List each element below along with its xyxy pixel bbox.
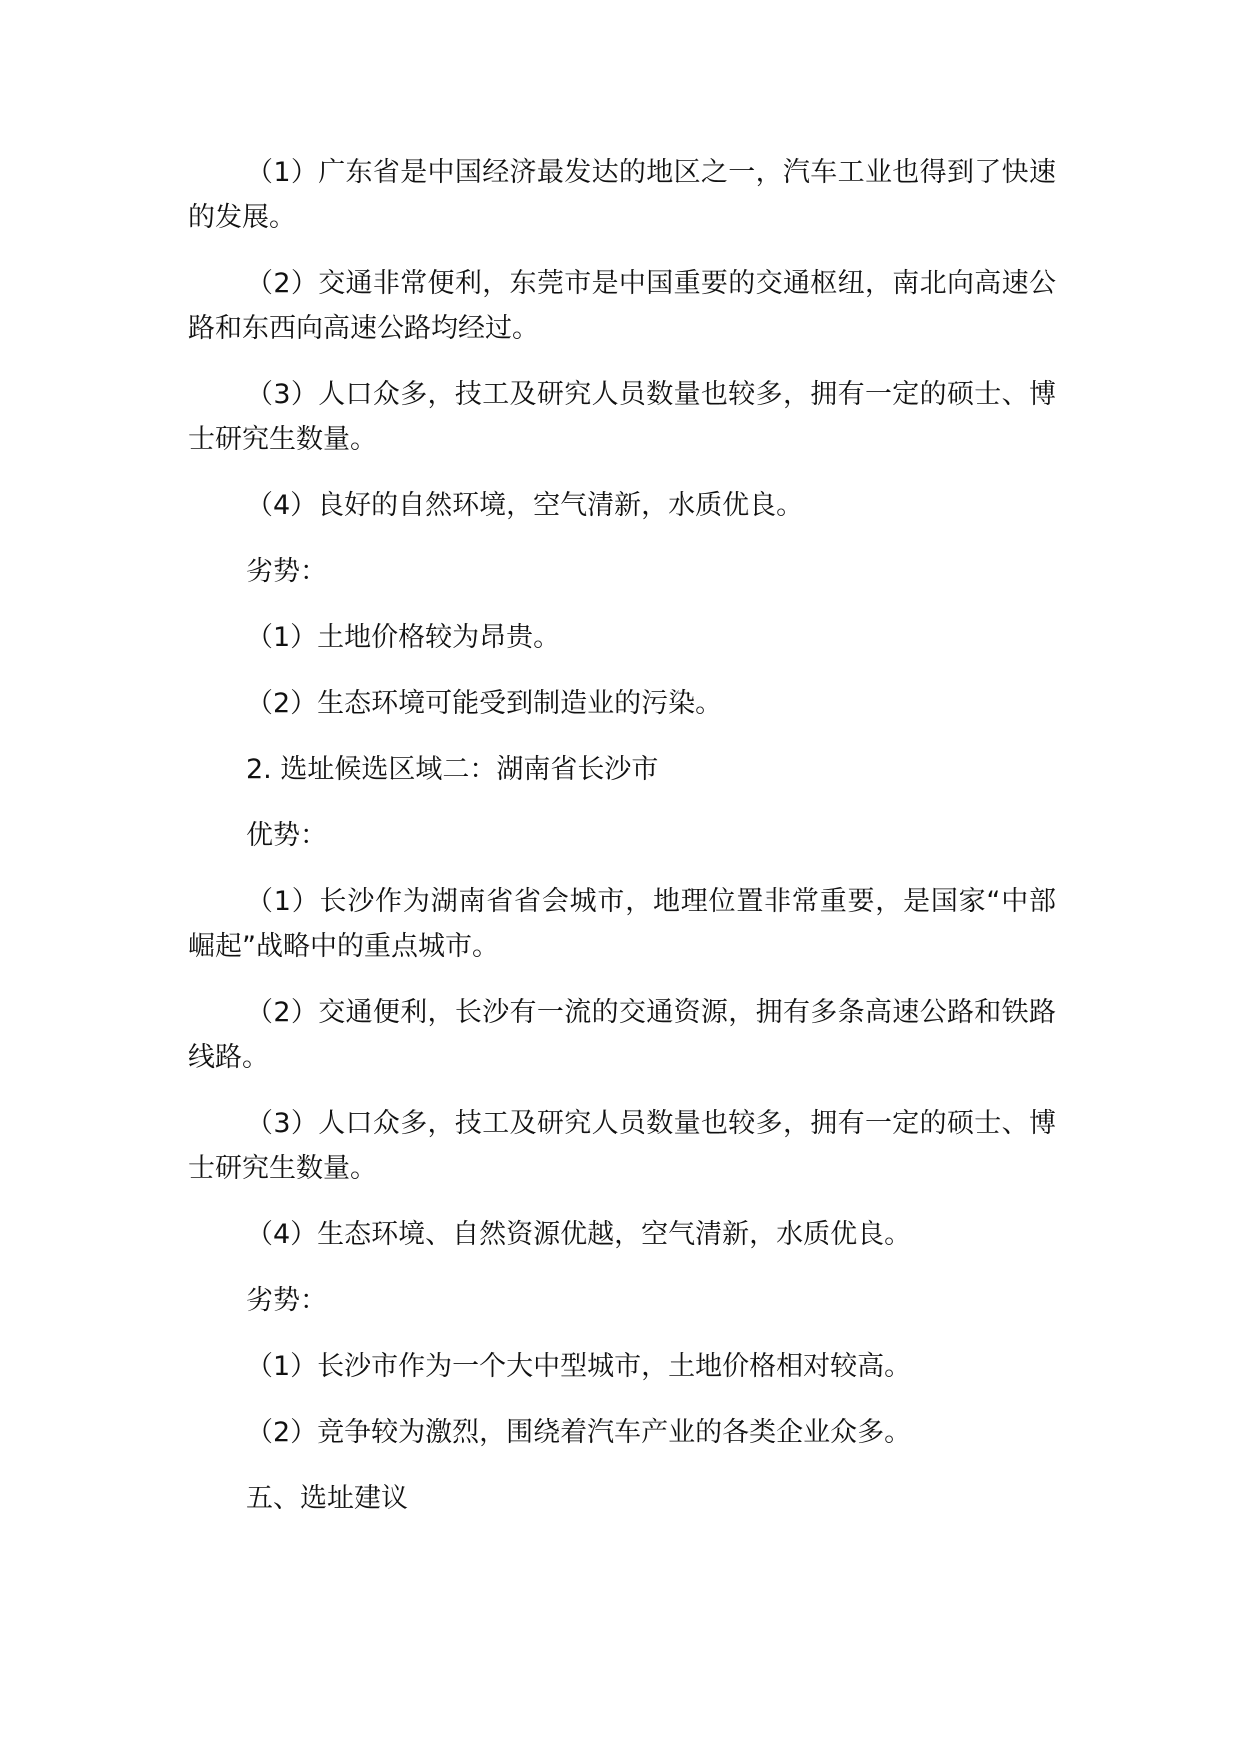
heading-candidate-region-2: 2. 选址候选区域二：湖南省长沙市	[246, 754, 659, 785]
paragraph-changsha-disadvantage-1: （1）长沙市作为一个大中型城市，土地价格相对较高。	[246, 1351, 912, 1382]
paragraph-changsha-advantage-1: （1）长沙作为湖南省省会城市，地理位置非常重要，是国家“中部崛起”战略中的重点城市。	[188, 886, 1056, 962]
heading-disadvantages-1: 劣势：	[246, 556, 327, 587]
paragraph-changsha-advantage-2: （2）交通便利，长沙有一流的交通资源，拥有多条高速公路和铁路线路。	[188, 997, 1056, 1073]
paragraph-guangdong-advantage-2: （2）交通非常便利，东莞市是中国重要的交通枢纽，南北向高速公路和东西向高速公路均经过。	[188, 268, 1056, 344]
paragraph-guangdong-advantage-1: （1）广东省是中国经济最发达的地区之一，汽车工业也得到了快速的发展。	[188, 157, 1056, 233]
paragraph-guangdong-disadvantage-2: （2）生态环境可能受到制造业的污染。	[246, 688, 723, 719]
paragraph-changsha-advantage-4: （4）生态环境、自然资源优越，空气清新，水质优良。	[246, 1219, 912, 1250]
paragraph-changsha-disadvantage-2: （2）竞争较为激烈，围绕着汽车产业的各类企业众多。	[246, 1417, 912, 1448]
heading-disadvantages-2: 劣势：	[246, 1285, 327, 1316]
heading-advantages-2: 优势：	[246, 820, 327, 851]
heading-section-5: 五、选址建议	[246, 1483, 408, 1514]
paragraph-changsha-advantage-3: （3）人口众多，技工及研究人员数量也较多，拥有一定的硕士、博士研究生数量。	[188, 1108, 1056, 1184]
paragraph-guangdong-advantage-4: （4）良好的自然环境，空气清新，水质优良。	[246, 490, 804, 521]
document-body	[188, 150, 1056, 1542]
paragraph-guangdong-disadvantage-1: （1）土地价格较为昂贵。	[246, 622, 561, 653]
paragraph-guangdong-advantage-3: （3）人口众多，技工及研究人员数量也较多，拥有一定的硕士、博士研究生数量。	[188, 379, 1056, 455]
